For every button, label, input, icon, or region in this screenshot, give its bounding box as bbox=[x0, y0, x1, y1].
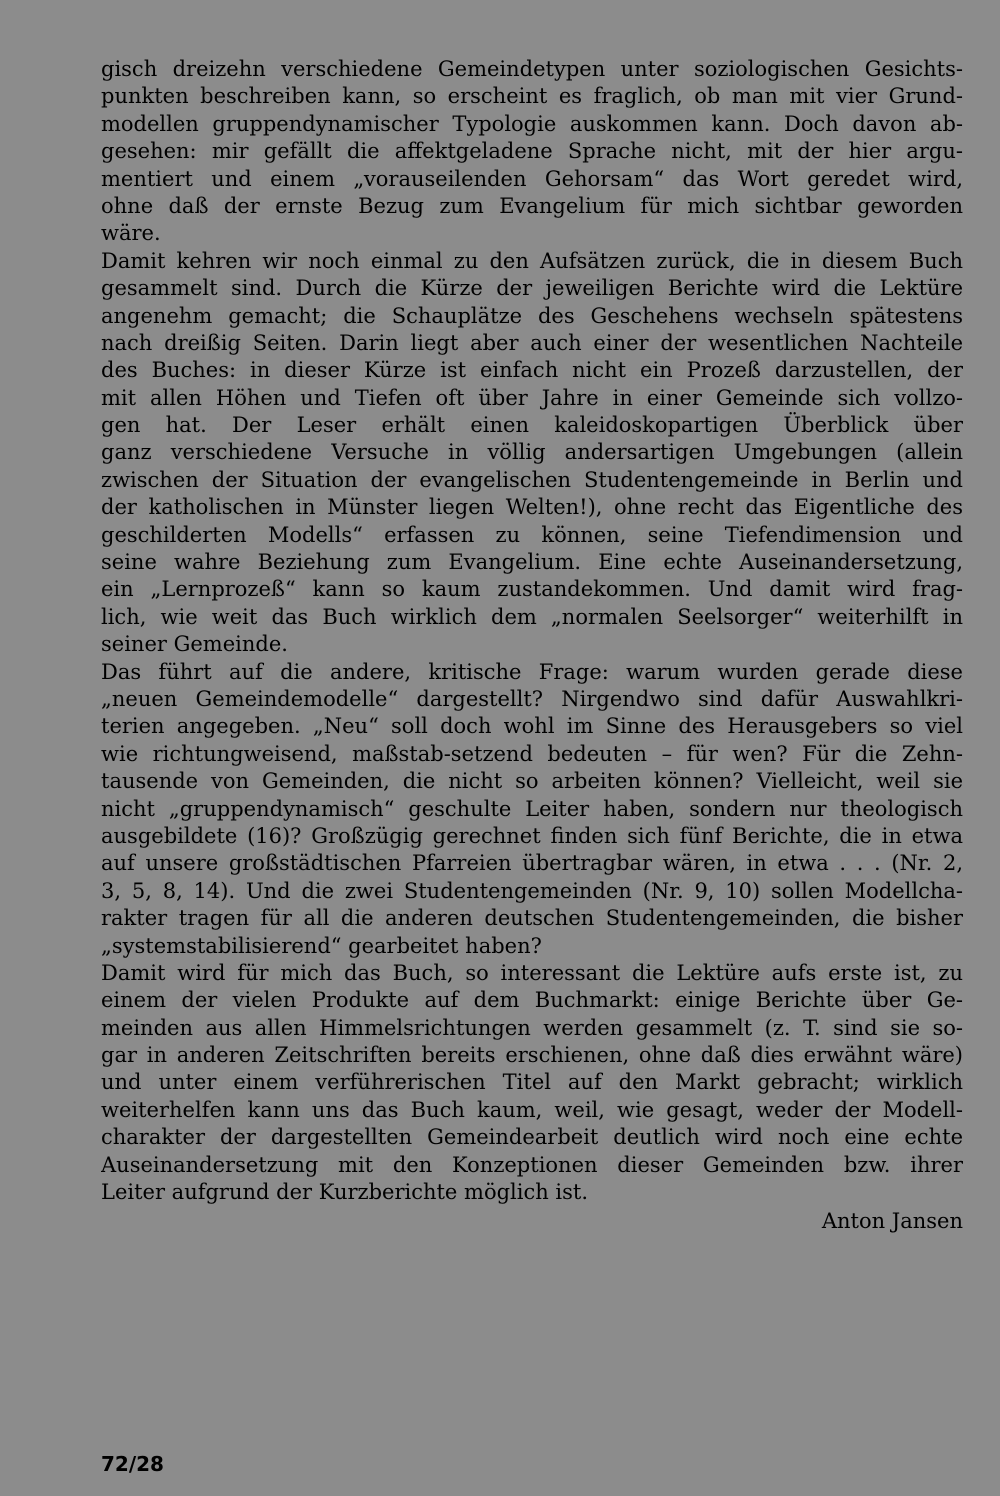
text-line: gesammelt sind. Durch die Kürze der jeweiligen Berichte wird die Lektüre bbox=[101, 276, 963, 301]
text-line: angenehm gemacht; die Schauplätze des Geschehens wechseln spätestens bbox=[101, 303, 963, 328]
text-line: wäre. bbox=[101, 221, 161, 246]
text-line: Das führt auf die andere, kritische Frage: warum wurden gerade diese bbox=[101, 659, 963, 684]
text-line: nach dreißig Seiten. Darin liegt aber auch einer der wesentlichen Nachteile bbox=[101, 330, 963, 355]
text-line: tausende von Gemeinden, die nicht so arbeiten können? Vielleicht, weil sie bbox=[101, 769, 963, 794]
paragraph bbox=[101, 659, 963, 960]
text-line: ganz verschiedene Versuche in völlig andersartigen Umgebungen (allein bbox=[101, 440, 963, 465]
text-line: lich, wie weit das Buch wirklich dem „normalen Seelsorger“ weiterhilft in bbox=[101, 604, 963, 629]
text-line: gisch dreizehn verschiedene Gemeindetypen unter soziologischen Gesichts- bbox=[101, 57, 963, 81]
text-line: Leiter aufgrund der Kurzberichte möglich ist. bbox=[101, 1180, 589, 1205]
text-line: mentiert und einem „vorauseilenden Gehorsam“ das Wort geredet wird, bbox=[101, 166, 963, 191]
text-line: und unter einem verführerischen Titel auf den Markt gebracht; wirklich bbox=[101, 1070, 963, 1095]
body-text bbox=[101, 56, 963, 1206]
author-signature: Anton Jansen bbox=[821, 1209, 963, 1234]
text-line: „systemstabilisierend“ gearbeitet haben? bbox=[101, 933, 542, 958]
text-line: ausgebildete (16)? Großzügig gerechnet finden sich fünf Berichte, die in etwa bbox=[101, 823, 963, 848]
text-line: seine wahre Beziehung zum Evangelium. Eine echte Auseinandersetzung, bbox=[101, 550, 963, 575]
text-line: punkten beschreiben kann, so erscheint es fraglich, ob man mit vier Grund- bbox=[101, 84, 963, 109]
paragraph bbox=[101, 960, 963, 1207]
text-line: seiner Gemeinde. bbox=[101, 632, 288, 657]
text-line: modellen gruppendynamischer Typologie auskommen kann. Doch davon ab- bbox=[101, 111, 963, 136]
text-line: wie richtungweisend, maßstab-setzend bedeuten – für wen? Für die Zehn- bbox=[101, 741, 963, 766]
text-line: geschilderten Modells“ erfassen zu können, seine Tiefendimension und bbox=[101, 522, 963, 547]
text-line: gar in anderen Zeitschriften bereits erschienen, ohne daß dies erwähnt wäre) bbox=[101, 1043, 963, 1068]
text-line: ohne daß der ernste Bezug zum Evangelium für mich sichtbar geworden bbox=[101, 193, 963, 218]
text-line: mit allen Höhen und Tiefen oft über Jahre in einer Gemeinde sich vollzo- bbox=[101, 385, 963, 410]
text-line: weiterhelfen kann uns das Buch kaum, weil, wie gesagt, weder der Modell- bbox=[101, 1097, 963, 1122]
paragraph bbox=[101, 56, 963, 248]
text-line: zwischen der Situation der evangelischen Studentengemeinde in Berlin und bbox=[101, 467, 963, 492]
text-line: Damit wird für mich das Buch, so interessant die Lektüre aufs erste ist, zu bbox=[101, 960, 963, 985]
text-line: „neuen Gemeindemodelle“ dargestellt? Nirgendwo sind dafür Auswahlkri- bbox=[101, 686, 963, 711]
text-line: der katholischen in Münster liegen Welten!), ohne recht das Eigentliche des bbox=[101, 495, 963, 520]
text-line: ein „Lernprozeß“ kann so kaum zustandekommen. Und damit wird frag- bbox=[101, 577, 963, 602]
text-line: einem der vielen Produkte auf dem Buchmarkt: einige Berichte über Ge- bbox=[101, 988, 963, 1013]
text-line: gen hat. Der Leser erhält einen kaleidoskopartigen Überblick über bbox=[101, 413, 963, 438]
text-line: des Buches: in dieser Kürze ist einfach nicht ein Prozeß darzustellen, der bbox=[101, 358, 963, 383]
text-line: 3, 5, 8, 14). Und die zwei Studentengemeinden (Nr. 9, 10) sollen Modellcha- bbox=[101, 878, 963, 903]
paragraph bbox=[101, 248, 963, 659]
text-line: charakter der dargestellten Gemeindearbeit deutlich wird noch eine echte bbox=[101, 1125, 963, 1150]
text-line: gesehen: mir gefällt die affektgeladene Sprache nicht, mit der hier argu- bbox=[101, 139, 963, 164]
text-line: rakter tragen für all die anderen deutschen Studentengemeinden, die bisher bbox=[101, 906, 963, 931]
text-line: Auseinandersetzung mit den Konzeptionen dieser Gemeinden bzw. ihrer bbox=[101, 1152, 963, 1177]
text-line: Damit kehren wir noch einmal zu den Aufsätzen zurück, die in diesem Buch bbox=[101, 248, 963, 273]
text-line: nicht „gruppendynamisch“ geschulte Leiter haben, sondern nur theologisch bbox=[101, 796, 963, 821]
page-number: 72/28 bbox=[101, 1452, 164, 1476]
text-line: terien angegeben. „Neu“ soll doch wohl im Sinne des Herausgebers so viel bbox=[101, 714, 963, 739]
text-line: meinden aus allen Himmelsrichtungen werden gesammelt (z. T. sind sie so- bbox=[101, 1015, 963, 1040]
text-line: auf unsere großstädtischen Pfarreien übertragbar wären, in etwa . . . (Nr. 2, bbox=[101, 851, 963, 876]
page-text bbox=[101, 56, 963, 1236]
